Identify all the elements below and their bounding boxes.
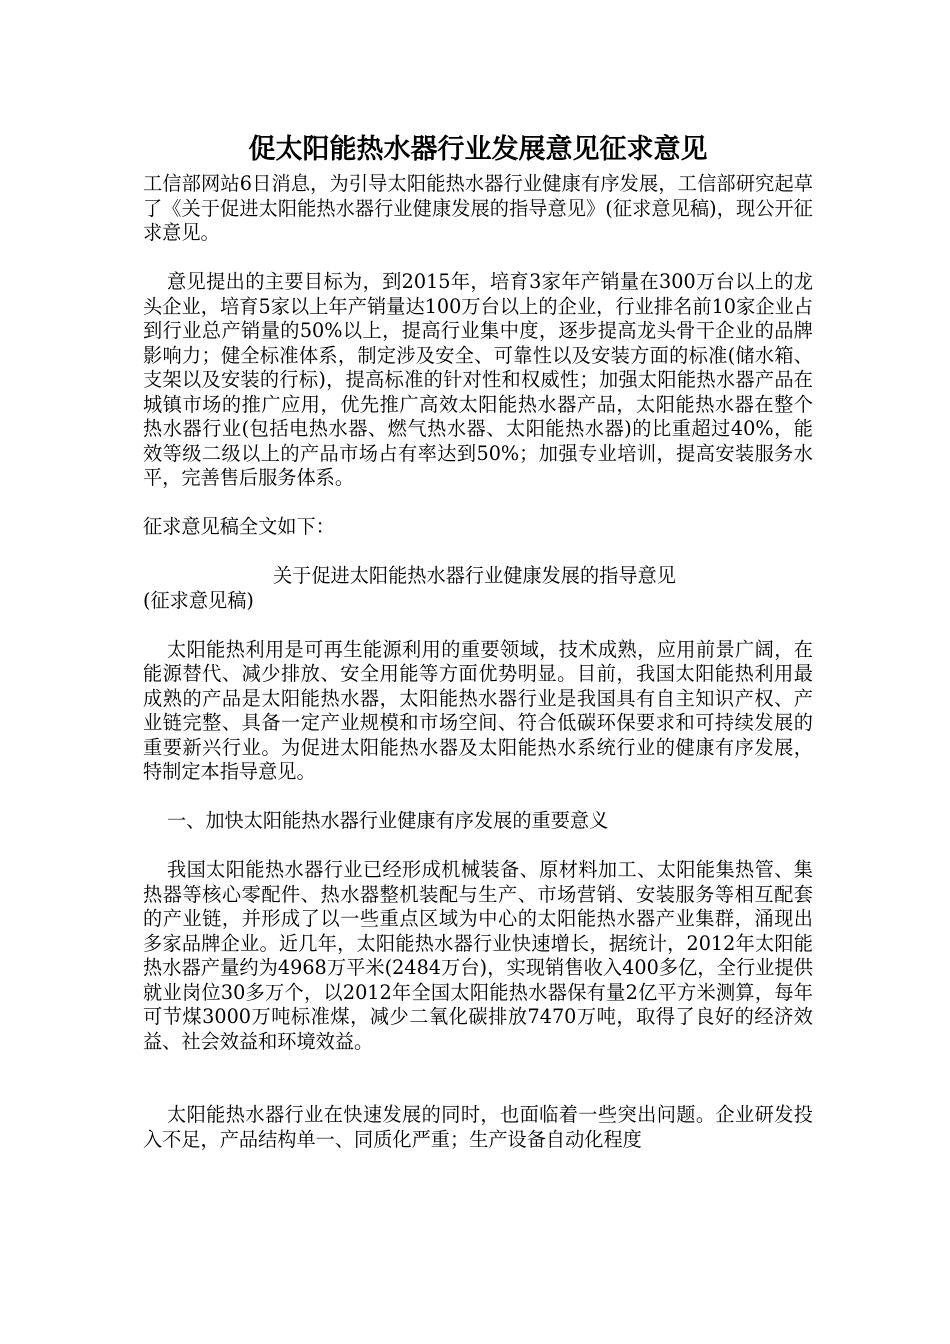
section-1-paragraph-1: 我国太阳能热水器行业已经形成机械装备、原材料加工、太阳能集热管、集热器等核心零配件、热水器整机装配与生产、市场营销、安装服务等相互配套的产业链，并形成了以一些重点区域为中心的太阳能热水器产业集群，涌现出多家品牌企业。近几年，太阳能热水器行业快速增长，据统计，2012年太阳能热水器产量约为4968万平米(2484万台)，实现销售收入400多亿，全行业提供就业岗位30多万个，以2012年全国太阳能热水器保有量2亿平方米测算，每年可节煤3000万吨标准煤，减少二氧化碳排放7470万吨，取得了良好的经济效益、社会效益和环境效益。 [143,858,813,1053]
section-1-paragraph-2: 太阳能热水器行业在快速发展的同时，也面临着一些突出问题。企业研发投入不足，产品结构单一、同质化严重；生产设备自动化程度 [143,1103,813,1151]
preamble-paragraph: 太阳能热利用是可再生能源利用的重要领域，技术成熟，应用前景广阔，在能源替代、减少排放、安全用能等方面优势明显。目前，我国太阳能热利用最成熟的产品是太阳能热水器，太阳能热水器行业是我国具有自主知识产权、产业链完整、具备一定产业规模和市场空间、符合低碳环保要求和可持续发展的重要新兴行业。为促进太阳能热水器及太阳能热水系统行业的健康有序发展，特制定本指导意见。 [143,637,813,783]
guideline-title: 关于促进太阳能热水器行业健康发展的指导意见 [273,564,676,587]
document-page [143,130,813,1152]
spacer [143,246,813,271]
spacer [143,613,813,638]
section-1-heading: 一、加快太阳能热水器行业健康有序发展的重要意义 [167,809,609,832]
spacer [143,785,813,810]
spacer [143,1054,813,1103]
goals-paragraph: 意见提出的主要目标为，到2015年，培育3家年产销量在300万台以上的龙头企业，培育5家以上年产销量达100万台以上的企业，行业排名前10家企业占到行业总产销量的50%以上，提高行业集中度，逐步提高龙头骨干企业的品牌影响力；健全标准体系，制定涉及安全、可靠性以及安装方面的标准(储水箱、支架以及安装的行标)，提高标准的针对性和权威性；加强太阳能热水器产品在城镇市场的推广应用，优先推广高效太阳能热水器产品，太阳能热水器在整个热水器行业(包括电热水器、燃气热水器、太阳能热水器)的比重超过40%，能效等级二级以上的产品市场占有率达到50%；加强专业培训，提高安装服务水平，完善售后服务体系。 [143,270,813,489]
spacer [143,491,813,516]
full-text-intro: 征求意见稿全文如下： [143,515,335,538]
intro-paragraph: 工信部网站6日消息，为引导太阳能热水器行业健康有序发展，工信部研究起草了《关于促进太阳能热水器行业健康发展的指导意见》(征求意见稿)，现公开征求意见。 [143,172,813,244]
spacer [143,834,813,859]
guideline-subtitle: (征求意见稿) [143,588,254,612]
spacer [143,540,813,565]
page-title: 促太阳能热水器行业发展意见征求意见 [248,134,708,165]
